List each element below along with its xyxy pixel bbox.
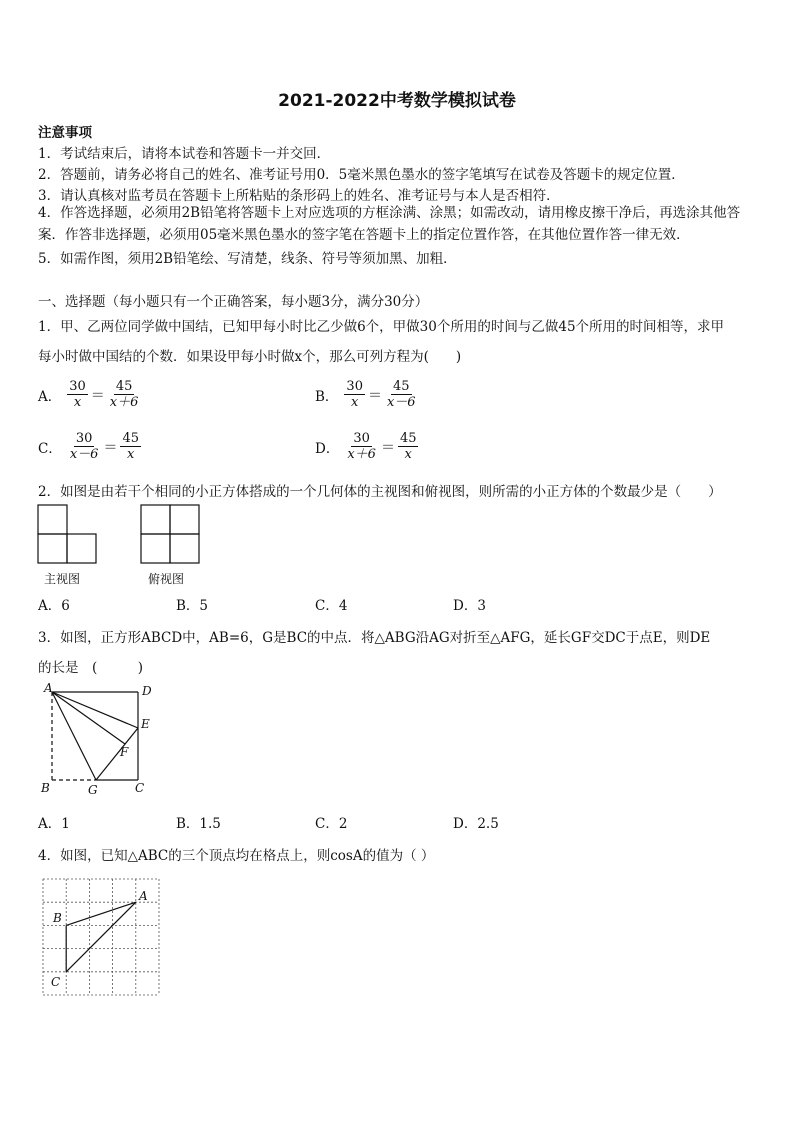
label-b: B bbox=[41, 781, 50, 795]
fraction: $\frac{30}{x+6}$ bbox=[347, 431, 376, 462]
q1-option-a[interactable]: A． $\frac{30}{x}$ ＝ $\frac{45}{x+6}$ bbox=[38, 379, 139, 410]
q2-option-c[interactable]: C．4 bbox=[315, 598, 348, 614]
q3-option-d[interactable]: D．2.5 bbox=[453, 816, 499, 832]
q3-option-b[interactable]: B．1.5 bbox=[176, 816, 221, 832]
fraction: $\frac{45}{x-6}$ bbox=[386, 379, 416, 410]
fraction: $\frac{30}{x}$ bbox=[346, 379, 363, 410]
q3-line-1: 3．如图，正方形ABCD中，AB=6，G是BC的中点．将△ABG沿AG对折至△AFG，延长GF交DC于点E，则DE bbox=[38, 630, 711, 646]
top-view-caption: 俯视图 bbox=[148, 572, 185, 586]
q1-option-c[interactable]: C． $\frac{30}{x-6}$ ＝ $\frac{45}{x}$ bbox=[38, 431, 139, 462]
front-view-figure bbox=[36, 503, 100, 567]
notice-heading: 注意事项 bbox=[38, 125, 92, 141]
label-g: G bbox=[88, 783, 98, 797]
q4-text: 4．如图，已知△ABC的三个顶点均在格点上，则cosA的值为（ ） bbox=[38, 848, 435, 864]
fraction: $\frac{30}{x}$ bbox=[69, 379, 86, 410]
q1-line-1: 1．甲、乙两位同学做中国结，已知甲每小时比乙少做6个，甲做30个所用的时间与乙做45个所用的时间相等，求甲 bbox=[38, 319, 725, 335]
label-e: E bbox=[141, 717, 150, 731]
q3-line-2: 的长是 ( ) bbox=[38, 660, 144, 676]
notice-item-3: 3．请认真核对监考员在答题卡上所粘贴的条形码上的姓名、准考证号与本人是否相符． bbox=[38, 188, 560, 204]
q2-option-b[interactable]: B．5 bbox=[176, 598, 209, 614]
label-c: C bbox=[135, 781, 145, 795]
fraction: $\frac{45}{x+6}$ bbox=[109, 379, 139, 410]
q1-option-d[interactable]: D． $\frac{30}{x+6}$ ＝ $\frac{45}{x}$ bbox=[315, 431, 417, 462]
label-a: A bbox=[44, 682, 53, 695]
fraction: $\frac{45}{x}$ bbox=[122, 431, 139, 462]
notice-item-5: 5．如需作图，须用2B铅笔绘、写清楚，线条、符号等须加黑、加粗． bbox=[38, 251, 457, 267]
label-a: A bbox=[139, 889, 148, 903]
notice-item-4: 4．作答选择题，必须用2B铅笔将答题卡上对应选项的方框涂满、涂黑；如需改动，请用橡皮擦干净后，再选涂其他答案．作答非选择题，必须用05毫米黑色墨水的签字笔在答题卡上的指定位置作答，在其他位置作答一律无效． bbox=[38, 205, 741, 243]
front-view-caption: 主视图 bbox=[44, 572, 81, 586]
label-f: F bbox=[120, 745, 129, 759]
label-c: C bbox=[51, 975, 61, 989]
q3-option-c[interactable]: C．2 bbox=[315, 816, 348, 832]
grid-triangle-figure bbox=[40, 876, 164, 1000]
q3-option-a[interactable]: A．1 bbox=[38, 816, 70, 832]
q2-option-a[interactable]: A．6 bbox=[38, 598, 70, 614]
q2-text: 2．如图是由若干个相同的小正方体搭成的一个几何体的主视图和俯视图，则所需的小正方体的个数最少是（ ） bbox=[38, 484, 722, 500]
q1-line-2: 每小时做中国结的个数．如果设甲每小时做x个，那么可列方程为( ) bbox=[38, 349, 462, 365]
notice-item-1: 1．考试结束后，请将本试卷和答题卡一并交回． bbox=[38, 146, 331, 162]
q2-option-d[interactable]: D．3 bbox=[453, 598, 486, 614]
fraction: $\frac{45}{x}$ bbox=[399, 431, 417, 462]
label-d: D bbox=[142, 684, 152, 698]
label-b: B bbox=[53, 911, 62, 925]
notice-item-2: 2．答题前，请务必将自己的姓名、准考证号用0．5毫米黑色墨水的签字笔填写在试卷及答题卡的规定位置． bbox=[38, 167, 685, 183]
section-heading: 一、选择题（每小题只有一个正确答案，每小题3分，满分30分） bbox=[38, 294, 429, 310]
page-title: 2021-2022中考数学模拟试卷 bbox=[278, 91, 516, 111]
fraction: $\frac{30}{x-6}$ bbox=[69, 431, 99, 462]
q1-option-b[interactable]: B． $\frac{30}{x}$ ＝ $\frac{45}{x-6}$ bbox=[315, 379, 416, 410]
square-fold-figure bbox=[36, 682, 160, 798]
top-view-figure bbox=[139, 503, 203, 567]
